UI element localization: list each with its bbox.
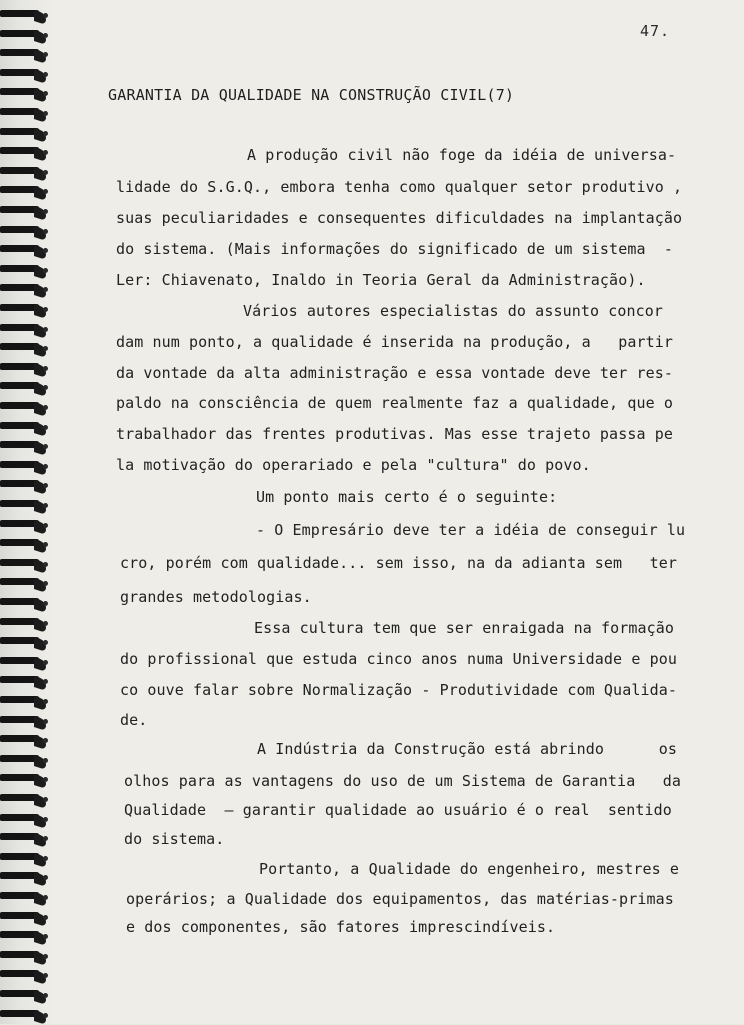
body-line: Ler: Chiavenato, Inaldo in Teoria Geral da Administração). bbox=[116, 271, 646, 289]
binding-coil bbox=[0, 868, 50, 886]
binding-coil bbox=[0, 614, 50, 632]
spiral-binding bbox=[0, 0, 52, 1024]
body-line: co ouve falar sobre Normalização - Produtividade com Qualida- bbox=[120, 681, 677, 699]
binding-coil bbox=[0, 300, 50, 318]
binding-coil bbox=[0, 908, 50, 926]
binding-coil bbox=[0, 496, 50, 514]
binding-coil bbox=[0, 594, 50, 612]
binding-coil bbox=[0, 359, 50, 377]
binding-coil bbox=[0, 516, 50, 534]
binding-coil bbox=[0, 143, 50, 161]
body-line: cro, porém com qualidade... sem isso, na da adianta sem ter bbox=[120, 554, 677, 572]
binding-coil bbox=[0, 457, 50, 475]
page-number: 47. bbox=[640, 22, 671, 40]
binding-coil bbox=[0, 398, 50, 416]
body-line: olhos para as vantagens do uso de um Sistema de Garantia da bbox=[124, 772, 681, 790]
binding-coil bbox=[0, 339, 50, 357]
body-line: do sistema. (Mais informações do significado de um sistema - bbox=[116, 240, 673, 258]
body-line: trabalhador das frentes produtivas. Mas esse trajeto passa pe bbox=[116, 425, 673, 443]
body-line: - O Empresário deve ter a idéia de conseguir lu bbox=[256, 521, 686, 539]
binding-coil bbox=[0, 849, 50, 867]
body-line: paldo na consciência de quem realmente faz a qualidade, que o bbox=[116, 394, 673, 412]
binding-coil bbox=[0, 182, 50, 200]
binding-coil bbox=[0, 810, 50, 828]
body-line: dam num ponto, a qualidade é inserida na produção, a partir bbox=[116, 333, 673, 351]
binding-coil bbox=[0, 712, 50, 730]
binding-coil bbox=[0, 261, 50, 279]
binding-coil bbox=[0, 84, 50, 102]
binding-coil bbox=[0, 829, 50, 847]
binding-coil bbox=[0, 555, 50, 573]
binding-coil bbox=[0, 966, 50, 984]
body-line: A Indústria da Construção está abrindo os bbox=[257, 740, 678, 758]
binding-coil bbox=[0, 222, 50, 240]
body-line: suas peculiaridades e consequentes dificuldades na implantação bbox=[116, 209, 683, 227]
binding-coil bbox=[0, 947, 50, 965]
binding-coil bbox=[0, 633, 50, 651]
binding-coil bbox=[0, 770, 50, 788]
body-line: lidade do S.G.Q., embora tenha como qualquer setor produtivo , bbox=[116, 178, 683, 196]
body-line: de. bbox=[120, 711, 148, 729]
body-line: la motivação do operariado e pela "cultura" do povo. bbox=[116, 456, 591, 474]
binding-coil bbox=[0, 653, 50, 671]
binding-coil bbox=[0, 986, 50, 1004]
body-line: e dos componentes, são fatores imprescindíveis. bbox=[126, 918, 556, 936]
binding-coil bbox=[0, 280, 50, 298]
body-line: do profissional que estuda cinco anos numa Universidade e pou bbox=[120, 650, 677, 668]
binding-coil bbox=[0, 535, 50, 553]
binding-coil bbox=[0, 574, 50, 592]
binding-coil bbox=[0, 6, 50, 24]
binding-coil bbox=[0, 751, 50, 769]
binding-coil bbox=[0, 672, 50, 690]
body-line: Portanto, a Qualidade do engenheiro, mestres e bbox=[259, 860, 680, 878]
binding-coil bbox=[0, 65, 50, 83]
binding-coil bbox=[0, 124, 50, 142]
binding-coil bbox=[0, 202, 50, 220]
binding-coil bbox=[0, 437, 50, 455]
body-line: Um ponto mais certo é o seguinte: bbox=[256, 488, 558, 506]
binding-coil bbox=[0, 26, 50, 44]
binding-coil bbox=[0, 418, 50, 436]
body-line: do sistema. bbox=[124, 830, 225, 848]
body-line: Essa cultura tem que ser enraigada na formação bbox=[254, 619, 675, 637]
binding-coil bbox=[0, 45, 50, 63]
binding-coil bbox=[0, 731, 50, 749]
binding-coil bbox=[0, 320, 50, 338]
body-line: Qualidade — garantir qualidade ao usuário é o real sentido bbox=[124, 801, 672, 819]
binding-coil bbox=[0, 476, 50, 494]
body-line: grandes metodologias. bbox=[120, 588, 312, 606]
binding-coil bbox=[0, 790, 50, 808]
binding-coil bbox=[0, 927, 50, 945]
body-line: Vários autores especialistas do assunto concor bbox=[243, 302, 664, 320]
binding-coil bbox=[0, 104, 50, 122]
binding-coil bbox=[0, 692, 50, 710]
body-line: operários; a Qualidade dos equipamentos, das matérias-primas bbox=[126, 890, 674, 908]
binding-coil bbox=[0, 241, 50, 259]
binding-coil bbox=[0, 378, 50, 396]
body-line: da vontade da alta administração e essa vontade deve ter res- bbox=[116, 364, 673, 382]
page-title: GARANTIA DA QUALIDADE NA CONSTRUÇÃO CIVIL(7) bbox=[108, 86, 515, 104]
binding-coil bbox=[0, 888, 50, 906]
binding-coil bbox=[0, 1006, 50, 1024]
body-line: A produção civil não foge da idéia de universa- bbox=[247, 146, 677, 164]
binding-coil bbox=[0, 163, 50, 181]
